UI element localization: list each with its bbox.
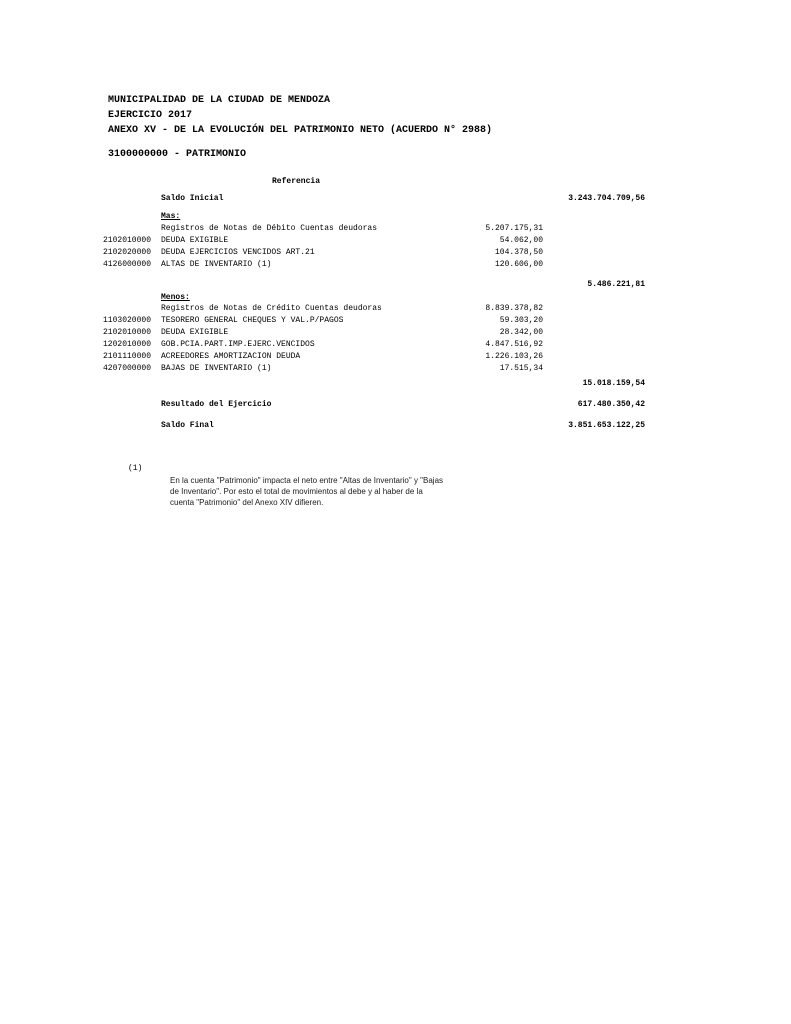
saldo-final-amount: 3.851.653.122,25 <box>568 421 645 430</box>
saldo-inicial-label: Saldo Inicial <box>161 194 224 203</box>
row-amount: 54.062,00 <box>499 236 543 245</box>
account-code: 2102010000 <box>103 236 152 245</box>
account-code: 1103020000 <box>103 316 152 325</box>
row-amount: 120.606,00 <box>494 260 543 269</box>
mas-row <box>0 248 791 259</box>
mas-row <box>0 236 791 247</box>
row-description: BAJAS DE INVENTARIO (1) <box>161 364 272 373</box>
org-title: MUNICIPALIDAD DE LA CIUDAD DE MENDOZA <box>108 95 331 106</box>
menos-row <box>0 364 791 375</box>
row-description: DEUDA EXIGIBLE <box>161 328 229 337</box>
row-description: ACREEDORES AMORTIZACION DEUDA <box>161 352 301 361</box>
row-description: DEUDA EXIGIBLE <box>161 236 229 245</box>
annex-title: ANEXO XV - DE LA EVOLUCIÓN DEL PATRIMONIO NETO (ACUERDO N° 2988) <box>108 125 493 136</box>
menos-row <box>0 304 791 315</box>
resultado-amount: 617.480.350,42 <box>577 400 645 409</box>
row-amount: 5.207.175,31 <box>485 224 543 233</box>
saldo-final-row <box>0 421 791 432</box>
mas-row <box>0 224 791 235</box>
saldo-inicial-row <box>0 194 791 205</box>
menos-row <box>0 352 791 363</box>
footnote-line: En la cuenta "Patrimonio" impacta el neto entre "Altas de Inventario" y "Bajas <box>170 476 444 485</box>
row-amount: 59.303,20 <box>499 316 543 325</box>
footnote-line: de Inventario". Por esto el total de movimientos al debe y al haber de la <box>170 487 423 496</box>
menos-row <box>0 328 791 339</box>
account-code: 2102020000 <box>103 248 152 257</box>
row-description: TESORERO GENERAL CHEQUES Y VAL.P/PAGOS <box>161 316 344 325</box>
row-amount: 17.515,34 <box>499 364 543 373</box>
row-amount: 28.342,00 <box>499 328 543 337</box>
footnote-marker: (1) <box>128 464 143 473</box>
row-description: DEUDA EJERCICIOS VENCIDOS ART.21 <box>161 248 315 257</box>
menos-total-row <box>0 379 791 390</box>
row-amount: 8.839.378,82 <box>485 304 543 313</box>
mas-total-row <box>0 280 791 291</box>
account-code: 2102010000 <box>103 328 152 337</box>
menos-row <box>0 340 791 351</box>
account-title: 3100000000 - PATRIMONIO <box>108 149 247 160</box>
account-code: 1202010000 <box>103 340 152 349</box>
account-code: 2101110000 <box>103 352 152 361</box>
exercise-year: EJERCICIO 2017 <box>108 110 193 121</box>
row-description: Registros de Notas de Crédito Cuentas deudoras <box>161 304 382 313</box>
menos-total-amount: 15.018.159,54 <box>582 379 645 388</box>
menos-section-label: Menos: <box>161 293 190 302</box>
menos-row <box>0 316 791 327</box>
account-code: 4126000000 <box>103 260 152 269</box>
saldo-final-label: Saldo Final <box>161 421 214 430</box>
mas-total-amount: 5.486.221,81 <box>587 280 645 289</box>
mas-row <box>0 260 791 271</box>
resultado-row <box>0 400 791 411</box>
row-amount: 1.226.103,26 <box>485 352 543 361</box>
row-amount: 4.847.516,92 <box>485 340 543 349</box>
row-description: Registros de Notas de Débito Cuentas deudoras <box>161 224 378 233</box>
saldo-inicial-amount: 3.243.704.709,56 <box>568 194 645 203</box>
account-code: 4207000000 <box>103 364 152 373</box>
resultado-label: Resultado del Ejercicio <box>161 400 272 409</box>
row-amount: 104.378,50 <box>494 248 543 257</box>
reference-column-header: Referencia <box>272 177 321 186</box>
row-description: GOB.PCIA.PART.IMP.EJERC.VENCIDOS <box>161 340 315 349</box>
footnote-line: cuenta "Patrimonio" del Anexo XIV difieren. <box>170 498 324 507</box>
mas-section-label: Mas: <box>161 212 181 221</box>
row-description: ALTAS DE INVENTARIO (1) <box>161 260 272 269</box>
